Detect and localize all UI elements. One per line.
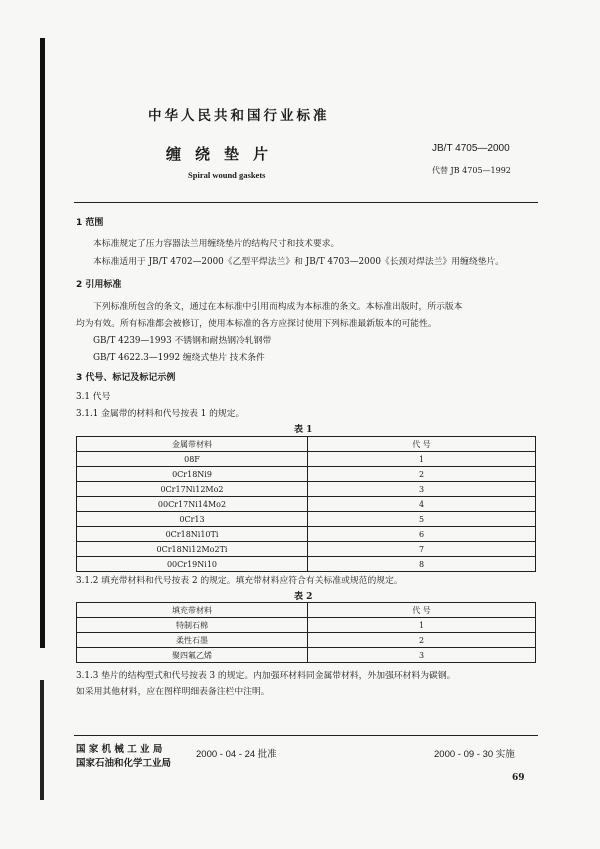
code-cell: 6 [308, 527, 536, 542]
reference-item: GB/T 4239—1993 不锈钢和耐热钢冷轧钢带 [93, 336, 272, 346]
section-2-para: 下列标准所包含的条文，通过在本标准中引用而构成为本标准的条文。本标准出版时，所示版本 [93, 302, 463, 312]
replaces-note: 代替 JB 4705—1992 [432, 166, 511, 175]
table-row [77, 542, 536, 557]
subsection-text: 如采用其他材料，应在图样明细表备注栏中注明。 [76, 687, 270, 697]
code-cell: 2 [308, 467, 536, 482]
table-row [77, 497, 536, 512]
code-cell: 2 [308, 633, 536, 648]
material-cell: 0Cr18Ni9 [77, 467, 308, 482]
standard-code: JB/T 4705—2000 [432, 143, 510, 154]
table-1-caption: 表 1 [294, 425, 313, 435]
material-cell: 聚四氟乙烯 [77, 648, 308, 663]
code-cell: 8 [308, 557, 536, 572]
code-cell: 1 [308, 452, 536, 467]
material-cell: 特制石棉 [77, 618, 308, 633]
table-header-cell: 代 号 [308, 603, 536, 618]
table-row [77, 527, 536, 542]
document-title: 缠绕垫片 [166, 145, 283, 163]
table-row [77, 452, 536, 467]
table-header-cell: 金属带材料 [77, 437, 308, 452]
code-cell: 3 [308, 648, 536, 663]
table-2-caption: 表 2 [294, 592, 313, 602]
subsection-text: 3.1.2 填充带材料和代号按表 2 的规定。填充带材料应符合有关标准或规范的规定。 [76, 576, 403, 586]
section-2-para: 均为有效。所有标准都会被修订，使用本标准的各方应探讨使用下列标准最新版本的可能性。 [76, 319, 437, 329]
section-3-heading: 3 代号、标记及标记示例 [76, 373, 176, 383]
table-row [77, 512, 536, 527]
section-1-para: 本标准规定了压力容器法兰用缠绕垫片的结构尺寸和技术要求。 [93, 239, 340, 249]
footer-rule [74, 735, 538, 736]
table-row [77, 482, 536, 497]
material-cell: 0Cr17Ni12Mo2 [77, 482, 308, 497]
scan-edge-mark [40, 38, 45, 648]
scan-edge-mark [40, 680, 44, 800]
material-cell: 00Cr17Ni14Mo2 [77, 497, 308, 512]
table-row [77, 467, 536, 482]
table-header-row [77, 603, 536, 618]
subsection-text: 3.1.3 垫片的结构型式和代号按表 3 的规定。内加强环材料同金属带材料，外加强环材料为碳钢。 [76, 671, 456, 681]
code-cell: 1 [308, 618, 536, 633]
section-1-para: 本标准适用于 JB/T 4702—2000《乙型平焊法兰》和 JB/T 4703—2000《长颈对焊法兰》用缠绕垫片。 [93, 257, 505, 267]
table-row [77, 633, 536, 648]
table-row [77, 648, 536, 663]
subsection-heading: 3.1 代号 [76, 392, 111, 402]
issuing-org: 国 家 机 械 工 业 局 [76, 744, 163, 755]
section-2-heading: 2 引用标准 [76, 280, 122, 290]
code-cell: 4 [308, 497, 536, 512]
material-cell: 0Cr18Ni12Mo2Ti [77, 542, 308, 557]
approval-date: 2000 - 04 - 24 批准 [196, 749, 277, 760]
table-row [77, 557, 536, 572]
material-cell: 0Cr18Ni10Ti [77, 527, 308, 542]
table-1 [76, 436, 536, 572]
material-cell: 08F [77, 452, 308, 467]
effective-date: 2000 - 09 - 30 实施 [434, 749, 515, 760]
code-cell: 3 [308, 482, 536, 497]
section-1-heading: 1 范围 [76, 218, 104, 228]
header-rule [74, 202, 538, 203]
reference-item: GB/T 4622.3—1992 缠绕式垫片 技术条件 [93, 353, 265, 363]
page-number: 69 [512, 773, 525, 783]
table-header-cell: 代 号 [308, 437, 536, 452]
material-cell: 00Cr19Ni10 [77, 557, 308, 572]
table-row [77, 618, 536, 633]
english-title: Spiral wound gaskets [188, 170, 266, 180]
code-cell: 7 [308, 542, 536, 557]
code-cell: 5 [308, 512, 536, 527]
material-cell: 柔性石墨 [77, 633, 308, 648]
table-header-cell: 填充带材料 [77, 603, 308, 618]
table-header-row [77, 437, 536, 452]
issuing-org: 国家石油和化学工业局 [76, 758, 172, 769]
standard-title: 中华人民共和国行业标准 [148, 108, 330, 124]
subsection-text: 3.1.1 金属带的材料和代号按表 1 的规定。 [76, 409, 245, 419]
material-cell: 0Cr13 [77, 512, 308, 527]
table-2 [76, 602, 536, 663]
